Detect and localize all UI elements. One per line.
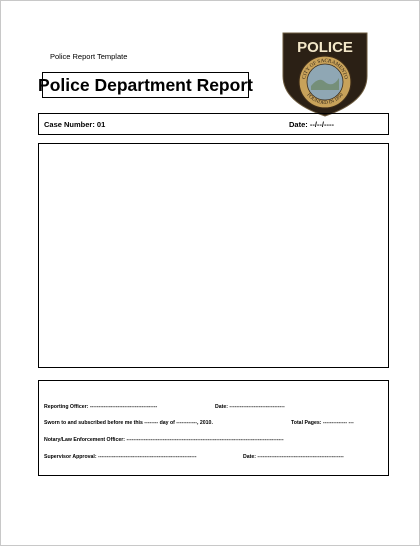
police-badge-logo [279,30,371,118]
template-label: Police Report Template [50,52,128,61]
badge-ring-top-text: CITY OF SACRAMENTO [301,57,349,80]
page-title: Police Department Report [42,72,249,98]
case-date[interactable]: Date: --/--/---- [289,120,334,129]
reporting-date-line[interactable]: Date: -------------------------------- [215,404,285,410]
notary-line[interactable]: Notary/Law Enforcement Officer: ------------------------------------------------------------------------------------------- [44,437,284,443]
report-body-box[interactable] [38,143,389,368]
sworn-line[interactable]: Sworn to and subscribed before me this -------- day of ------------, 2010. [44,420,213,426]
total-pages-line[interactable]: Total Pages: -------------- --- [291,420,354,426]
badge-police-text: POLICE [297,39,353,56]
supervisor-date-line[interactable]: Date: -------------------------------------------------- [243,454,344,460]
supervisor-approval-line[interactable]: Supervisor Approval: --------------------------------------------------------- [44,454,197,460]
signature-box [38,380,389,476]
reporting-officer-line[interactable]: Reporting Officer: --------------------------------------- [44,404,158,410]
case-number[interactable]: Case Number: 01 [44,120,106,129]
badge-ring-bottom-text: FOUNDED IN 1850 [305,92,345,107]
case-info-box [38,113,389,135]
